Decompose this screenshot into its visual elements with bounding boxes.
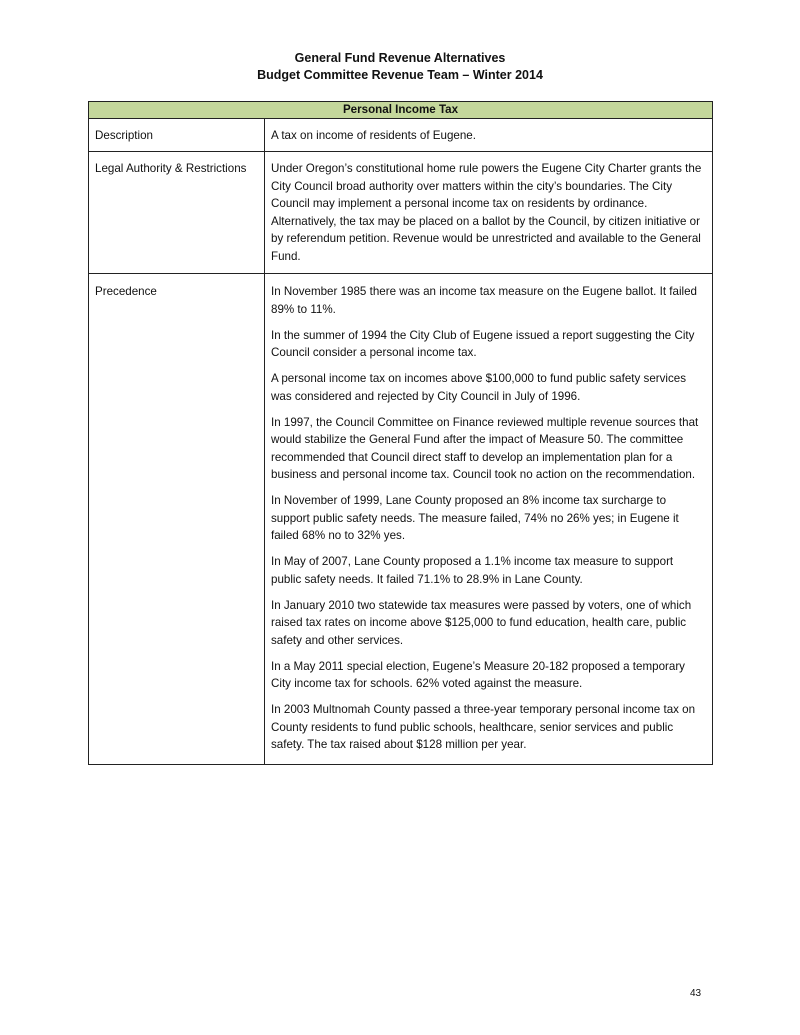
table-row [89, 152, 713, 274]
paragraph: A tax on income of residents of Eugene. [271, 129, 476, 142]
paragraph: In 2003 Multnomah County passed a three-year temporary personal income tax on County residents to fund public schools, healthcare, senior services and public safety. The tax raised about $128 million per year. [271, 703, 696, 751]
paragraph: A personal income tax on incomes above $100,000 to fund public safety services was considered and rejected by City Council in July of 1996. [271, 372, 687, 403]
revenue-table [88, 101, 713, 765]
row-label: Legal Authority & Restrictions [89, 152, 265, 274]
page-number: 43 [690, 988, 702, 999]
paragraph: In 1997, the Council Committee on Finance reviewed multiple revenue sources that would stabilize the General Fund after the impact of Measure 50. The committee recommended that Council direct staff to develop an implementation plan for a business and personal income tax. Council took no action on the recommendation. [271, 415, 699, 481]
row-content [265, 274, 713, 765]
row-content [265, 152, 713, 274]
document-subtitle: Budget Committee Revenue Team – Winter 2014 [257, 68, 543, 82]
row-label: Precedence [89, 274, 265, 765]
paragraph: In November 1985 there was an income tax measure on the Eugene ballot. It failed 89% to 11%. [271, 285, 698, 316]
row-label: Description [89, 119, 265, 152]
paragraph: In a May 2011 special election, Eugene’s Measure 20-182 proposed a temporary City income tax for schools. 62% voted against the measure. [271, 659, 685, 690]
table-row [89, 274, 713, 765]
document-header [0, 50, 800, 84]
document-title: General Fund Revenue Alternatives [294, 51, 506, 65]
paragraph: In January 2010 two statewide tax measures were passed by voters, one of which raised tax rates on income above $125,000 to fund education, health care, public safety and other services. [271, 598, 692, 647]
table-row [89, 119, 713, 152]
paragraph: In May of 2007, Lane County proposed a 1.1% income tax measure to support public safety needs. It failed 71.1% to 28.9% in Lane County. [271, 555, 674, 586]
row-content [265, 119, 713, 152]
paragraph: Under Oregon’s constitutional home rule powers the Eugene City Charter grants the City Council broad authority over matters within the city’s boundaries. The City Council may implement a personal income tax on residents by ordinance. Alternatively, the tax may be placed on a ballot by the Council, by citizen initiative or by referendum petition. Revenue would be unrestricted and available to the General Fund. [271, 162, 702, 263]
paragraph: In the summer of 1994 the City Club of Eugene issued a report suggesting the City Council consider a personal income tax. [271, 328, 695, 359]
table-heading: Personal Income Tax [89, 102, 713, 119]
paragraph: In November of 1999, Lane County proposed an 8% income tax surcharge to support public safety needs. The measure failed, 74% no 26% yes; in Eugene it failed 68% no to 32% yes. [271, 494, 679, 542]
